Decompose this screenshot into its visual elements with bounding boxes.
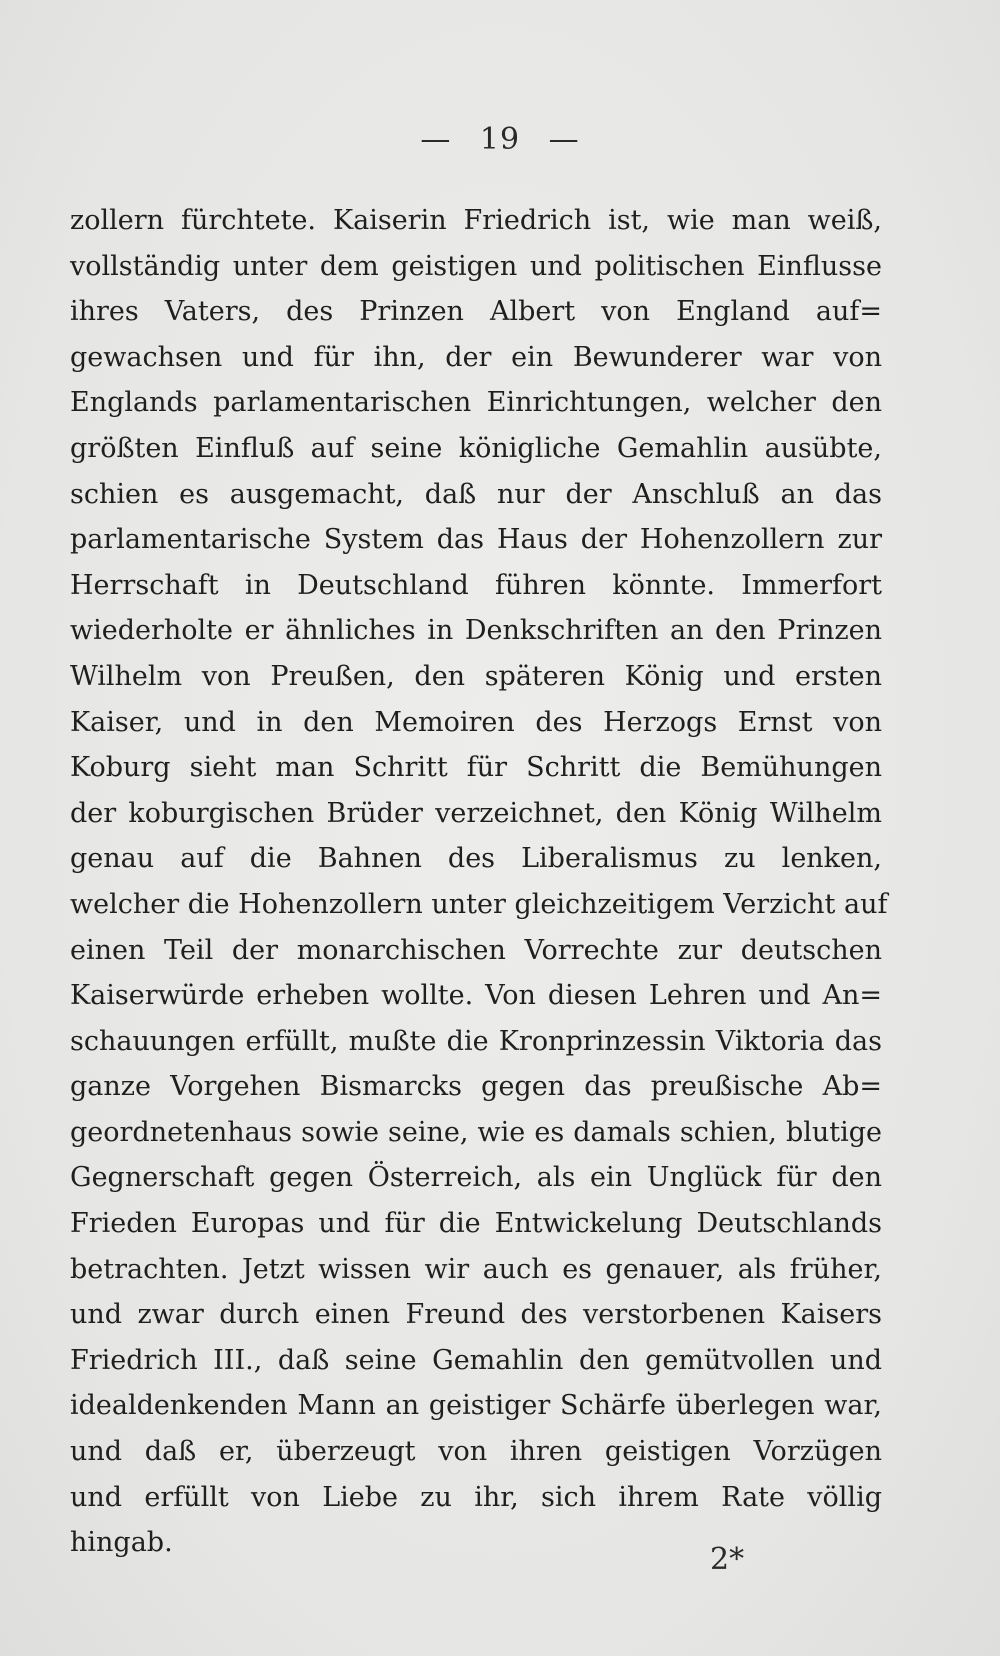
text-line: idealdenkenden Mann an geistiger Schärfe überlegen war,	[70, 1390, 882, 1422]
body-text	[70, 198, 888, 1566]
text-line: Gegnerschaft gegen Österreich, als ein Unglück für den	[70, 1162, 882, 1194]
text-line: und daß er, überzeugt von ihren geistigen Vorzügen	[70, 1436, 882, 1468]
text-line: ihres Vaters, des Prinzen Albert von England auf=	[70, 296, 882, 328]
signature-mark: 2*	[710, 1542, 745, 1577]
header-dash-left: —	[420, 122, 452, 157]
text-line: Kaiser, und in den Memoiren des Herzogs Ernst von	[70, 706, 882, 738]
text-line: ganze Vorgehen Bismarcks gegen das preußische Ab=	[70, 1071, 882, 1103]
text-line: wiederholte er ähnliches in Denkschriften an den Prinzen	[70, 615, 882, 647]
text-line: genau auf die Bahnen des Liberalismus zu lenken,	[70, 843, 882, 875]
text-line: hingab.	[70, 1527, 173, 1559]
running-header	[0, 122, 1000, 157]
text-line: einen Teil der monarchischen Vorrechte zur deutschen	[70, 934, 882, 966]
text-line: größten Einfluß auf seine königliche Gemahlin ausübte,	[70, 432, 882, 464]
text-line: Frieden Europas und für die Entwickelung Deutschlands	[70, 1208, 882, 1240]
text-line: Koburg sieht man Schritt für Schritt die Bemühungen	[70, 752, 882, 784]
text-line: schauungen erfüllt, mußte die Kronprinzessin Viktoria das	[70, 1025, 882, 1057]
text-line: gewachsen und für ihn, der ein Bewunderer war von	[70, 341, 882, 373]
text-line: betrachten. Jetzt wissen wir auch es genauer, als früher,	[70, 1253, 882, 1285]
text-line: Kaiserwürde erheben wollte. Von diesen Lehren und An=	[70, 980, 882, 1012]
text-line: welcher die Hohenzollern unter gleichzeitigem Verzicht auf	[70, 888, 888, 920]
text-line: und erfüllt von Liebe zu ihr, sich ihrem Rate völlig	[70, 1481, 882, 1513]
header-dash-right: —	[548, 122, 580, 157]
text-line: und zwar durch einen Freund des verstorbenen Kaisers	[70, 1299, 882, 1331]
text-line: der koburgischen Brüder verzeichnet, den König Wilhelm	[70, 797, 882, 829]
text-line: Friedrich III., daß seine Gemahlin den gemütvollen und	[70, 1344, 882, 1376]
text-line: parlamentarische System das Haus der Hohenzollern zur	[70, 524, 882, 556]
text-line: vollständig unter dem geistigen und politischen Einflusse	[70, 250, 882, 282]
page-number: 19	[479, 122, 521, 157]
text-line: Wilhelm von Preußen, den späteren König und ersten	[70, 660, 882, 692]
text-line: schien es ausgemacht, daß nur der Anschluß an das	[70, 478, 882, 510]
text-line: zollern fürchtete. Kaiserin Friedrich ist, wie man weiß,	[70, 205, 882, 236]
text-line: Englands parlamentarischen Einrichtungen, welcher den	[70, 387, 882, 419]
text-line: geordnetenhaus sowie seine, wie es damals schien, blutige	[70, 1116, 882, 1148]
text-line: Herrschaft in Deutschland führen könnte. Immerfort	[70, 569, 882, 601]
